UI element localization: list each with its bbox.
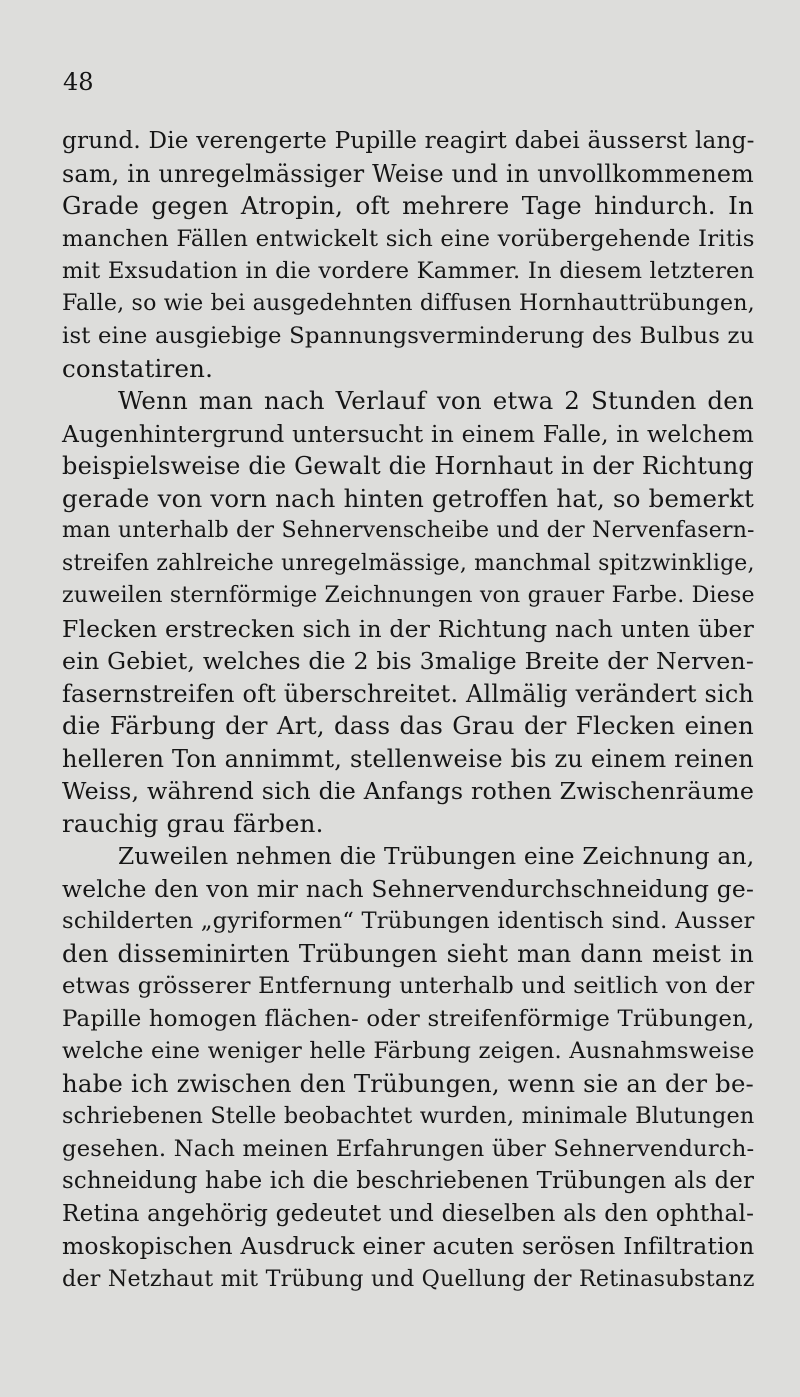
text-line: Weiss, während sich die Anfangs rothen Zwischenräume	[62, 777, 755, 805]
body-text	[62, 125, 754, 1295]
text-line: schneidung habe ich die beschriebenen Trübungen als der	[62, 1168, 755, 1194]
text-line: beispielsweise die Gewalt die Hornhaut in der Richtung	[62, 452, 754, 480]
text-line: habe ich zwischen den Trübungen, wenn sie an der be-	[62, 1068, 754, 1098]
text-line: mit Exsudation in die vordere Kammer. In diesem letzteren	[62, 258, 755, 284]
text-line: Papille homogen flächen- oder streifenförmige Trübungen,	[62, 1005, 755, 1032]
text-line: ein Gebiet, welches die 2 bis 3malige Breite der Nerven-	[62, 647, 755, 675]
text-line: den disseminirten Trübungen sieht man dann meist in	[62, 938, 754, 968]
text-line: Flecken erstrecken sich in der Richtung nach unten über	[62, 614, 754, 643]
text-line: gesehen. Nach meinen Erfahrungen über Sehnervendurch-	[62, 1135, 755, 1162]
text-line: Augenhintergrund untersucht in einem Falle, in welchem	[62, 419, 755, 448]
text-line: welche den von mir nach Sehnervendurchschneidung ge-	[62, 874, 755, 903]
text-line: helleren Ton annimmt, stellenweise bis zu einem reinen	[62, 744, 754, 773]
text-line: Retina angehörig gedeutet und dieselben als den ophthal-	[62, 1200, 755, 1227]
text-line: ist eine ausgiebige Spannungsverminderung des Bulbus zu	[62, 323, 755, 349]
text-line: schriebenen Stelle beobachtet wurden, minimale Blutungen	[62, 1103, 755, 1129]
text-line: gerade von vorn nach hinten getroffen hat, so bemerkt	[62, 483, 754, 513]
text-line: grund. Die verengerte Pupille reagirt dabei äusserst lang-	[62, 128, 755, 154]
text-line: zuweilen sternförmige Zeichnungen von grauer Farbe. Diese	[62, 583, 755, 608]
text-line: manchen Fällen entwickelt sich eine vorübergehende Iritis	[62, 225, 755, 252]
text-line: rauchig grau färben.	[62, 808, 324, 838]
text-line: Wenn man nach Verlauf von etwa 2 Stunden den	[118, 386, 754, 415]
text-line: welche eine weniger helle Färbung zeigen. Ausnahmsweise	[62, 1038, 755, 1064]
text-line: man unterhalb der Sehnervenscheibe und der Nervenfasern-	[62, 518, 755, 543]
page-number: 48	[63, 68, 94, 96]
text-line: Falle, so wie bei ausgedehnten diffusen Hornhauttrübungen,	[62, 290, 755, 316]
text-line: moskopischen Ausdruck einer acuten serösen Infiltration	[62, 1232, 755, 1260]
text-line: schilderten „gyriformen“ Trübungen identisch sind. Ausser	[62, 908, 755, 934]
text-line: streifen zahlreiche unregelmässige, manchmal spitzwinklige,	[62, 550, 755, 576]
text-line: Grade gegen Atropin, oft mehrere Tage hindurch. In	[62, 191, 754, 220]
text-line: die Färbung der Art, dass das Grau der Flecken einen	[62, 711, 754, 740]
text-line: etwas grösserer Entfernung unterhalb und seitlich von der	[62, 973, 755, 999]
text-line: der Netzhaut mit Trübung und Quellung der Retinasubstanz	[62, 1265, 755, 1292]
text-line: Zuweilen nehmen die Trübungen eine Zeichnung an,	[118, 842, 755, 870]
text-line: sam, in unregelmässiger Weise und in unvollkommenem	[62, 159, 754, 188]
text-line: constatiren.	[62, 353, 214, 383]
text-line: fasernstreifen oft überschreitet. Allmälig verändert sich	[62, 679, 755, 708]
